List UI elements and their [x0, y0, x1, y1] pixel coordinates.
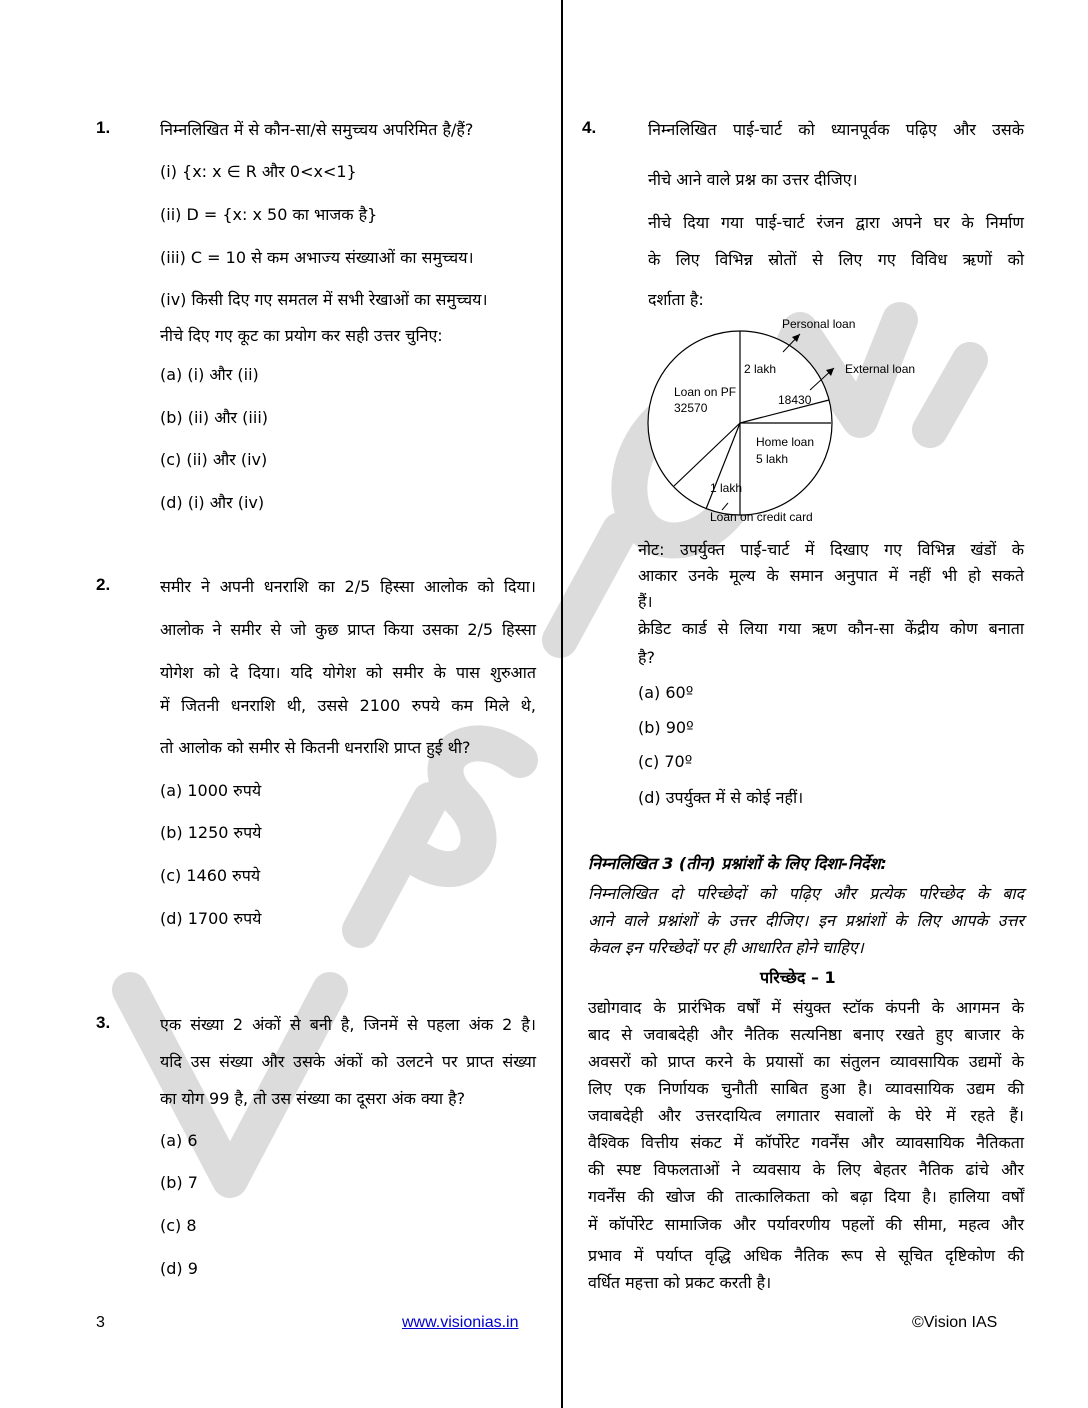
- directions-text: आने वाले प्रश्नांशों के उत्तर दीजिए। इन प्रश्नांशों के लिए आपके उत्तर: [588, 911, 1024, 930]
- question-4-note: आकार उनके मूल्य के समान अनुपात में नहीं भी हो सकते: [638, 566, 1024, 585]
- pie-value-credit-card: 1 lakh: [710, 481, 743, 495]
- passage-line: उद्योगवाद के प्रारंभिक वर्षों में संयुक्त स्टॉक कंपनी के आगमन के: [588, 998, 1024, 1017]
- pie-label-external-loan: External loan: [845, 362, 916, 376]
- question-3-line: यदि उस संख्या और उसके अंकों को उलटने पर प्राप्त संख्या: [160, 1052, 536, 1071]
- passage-line: अवसरों को प्राप्त करने के प्रयासों का संतुलन व्यावसायिक उद्यमों के: [588, 1052, 1024, 1071]
- passage-line: में कॉर्पोरेट सामाजिक और पर्यावरणीय पहलों की सीमा, महत्व और: [588, 1215, 1024, 1234]
- question-4-line: नीचे दिया गया पाई-चार्ट रंजन द्वारा अपने घर के निर्माण: [648, 213, 1024, 232]
- question-1-option-c: (c) (ii) और (iv): [160, 450, 268, 469]
- question-1-option-b: (b) (ii) और (iii): [160, 408, 269, 427]
- pie-label-pf: Loan on PF: [674, 385, 737, 399]
- passage-line: वैश्विक वित्तीय संकट में कॉर्पोरेट गवर्नेंस और व्यावसायिक नैतिकता: [588, 1133, 1024, 1152]
- passage-line: की स्पष्ट विफलताओं ने व्यवसाय के लिए बेहतर नैतिक ढांचे और: [588, 1160, 1024, 1179]
- passage-line: जवाबदेही और उत्तरदायित्व लगातार सवालों के घेरे में रहते हैं।: [588, 1106, 1024, 1125]
- question-2-option-a: (a) 1000 रुपये: [160, 781, 262, 800]
- question-4-option-c: (c) 70º: [638, 752, 693, 771]
- directions-heading: निम्नलिखित 3 (तीन) प्रश्नांशों के लिए दिशा-निर्देश:: [588, 854, 887, 873]
- question-2-option-c: (c) 1460 रुपये: [160, 866, 261, 885]
- website-link-wrap: [402, 1314, 518, 1332]
- question-1-instruction: नीचे दिए गए कूट का प्रयोग कर सही उत्तर चुनिए:: [160, 326, 443, 345]
- question-2-number: 2.: [96, 575, 111, 594]
- question-4-number: 4.: [582, 118, 597, 137]
- question-2-option-d: (d) 1700 रुपये: [160, 909, 262, 928]
- question-3-line: एक संख्या 2 अंकों से बनी है, जिनमें से पहला अंक 2 है।: [160, 1015, 536, 1034]
- question-1-item: (ii) D = {x: x 50 का भाजक है}: [160, 205, 378, 224]
- question-3-line: का योग 99 है, तो उस संख्या का दूसरा अंक क्या है?: [160, 1089, 466, 1108]
- pie-label-personal-loan: Personal loan: [782, 317, 856, 331]
- directions-text: निम्नलिखित दो परिच्छेदों को पढ़िए और प्रत्येक परिच्छेद के बाद: [588, 884, 1024, 903]
- question-3-option-a: (a) 6: [160, 1131, 198, 1150]
- question-1-option-d: (d) (i) और (iv): [160, 493, 265, 512]
- question-4-note: हैं।: [638, 592, 653, 611]
- copyright: ©Vision IAS: [912, 1314, 998, 1331]
- question-4-option-d: (d) उपर्युक्त में से कोई नहीं।: [638, 788, 804, 807]
- question-2-line: में जितनी धनराशि थी, उससे 2100 रुपये कम मिले थे,: [160, 696, 536, 715]
- question-4-option-a: (a) 60º: [638, 683, 694, 702]
- passage-line: बाद से जवाबदेही और नैतिक सत्यनिष्ठा बनाए रखते हुए बाजार के: [588, 1025, 1024, 1044]
- question-4-question: है?: [638, 648, 655, 667]
- pie-label-home-loan: Home loan: [756, 435, 815, 449]
- question-4-line: के लिए विभिन्न स्रोतों से लिए गए विविध ऋणों को: [648, 250, 1024, 269]
- question-1-number: 1.: [96, 118, 111, 137]
- question-1-option-a: (a) (i) और (ii): [160, 365, 259, 384]
- question-4-line: नीचे आने वाले प्रश्न का उत्तर दीजिए।: [648, 170, 858, 189]
- pie-value-external-loan: 18430: [778, 393, 812, 407]
- question-3-option-b: (b) 7: [160, 1173, 198, 1192]
- question-4-line: निम्नलिखित पाई-चार्ट को ध्यानपूर्वक पढ़िए और उसके: [648, 120, 1024, 139]
- pie-value-pf: 32570: [674, 401, 708, 415]
- question-2-line: योगेश को दे दिया। यदि योगेश को समीर के पास शुरुआत: [160, 663, 536, 682]
- question-3-number: 3.: [96, 1013, 111, 1032]
- question-2-line: आलोक ने समीर से जो कुछ प्राप्त किया उसका 2/5 हिस्सा: [160, 620, 536, 639]
- question-4-line: दर्शाता है:: [648, 290, 704, 309]
- question-3-option-d: (d) 9: [160, 1259, 198, 1278]
- pie-label-credit-card: Loan on credit card: [710, 510, 813, 524]
- question-4-note: नोट: उपर्युक्त पाई-चार्ट में दिखाए गए विभिन्न खंडों के: [638, 540, 1024, 559]
- passage-line: प्रभाव में पर्याप्त वृद्धि अधिक नैतिक रूप से सूचित दृष्टिकोण की: [588, 1246, 1024, 1265]
- column-divider: [561, 0, 563, 1408]
- question-1-item: (i) {x: x ∈ R और 0<x<1}: [160, 162, 357, 181]
- question-1-item: (iii) C = 10 से कम अभाज्य संख्याओं का समुच्चय।: [160, 248, 474, 267]
- question-2-line: समीर ने अपनी धनराशि का 2/5 हिस्सा आलोक को दिया।: [160, 577, 536, 596]
- passage-line: वर्धित महत्ता को प्रकट करती है।: [588, 1273, 772, 1292]
- directions-text: केवल इन परिच्छेदों पर ही आधारित होने चाहिए।: [588, 938, 864, 957]
- pie-value-home-loan: 5 lakh: [756, 452, 789, 466]
- question-4-option-b: (b) 90º: [638, 718, 694, 737]
- loan-pie-chart: [640, 310, 930, 530]
- question-2-line: तो आलोक को समीर से कितनी धनराशि प्राप्त हुई थी?: [160, 738, 471, 757]
- passage-line: गवर्नेंस की खोज की तात्कालिकता को बढ़ा दिया है। हालिया वर्षों: [588, 1187, 1024, 1206]
- pie-value-personal-loan: 2 lakh: [744, 362, 777, 376]
- passage-title: परिच्छेद – 1: [760, 968, 836, 987]
- question-2-option-b: (b) 1250 रुपये: [160, 823, 262, 842]
- passage-line: लिए एक निर्णायक चुनौती साबित हुआ है। व्यावसायिक उद्यम की: [588, 1079, 1024, 1098]
- question-1-item: (iv) किसी दिए गए समतल में सभी रेखाओं का समुच्चय।: [160, 290, 488, 309]
- website-link[interactable]: www.visionias.in: [402, 1314, 519, 1331]
- page-number: 3: [96, 1314, 105, 1331]
- question-4-question: क्रेडिट कार्ड से लिया गया ऋण कौन-सा केंद्रीय कोण बनाता: [638, 619, 1024, 638]
- question-1-stem: निम्नलिखित में से कौन-सा/से समुच्चय अपरिमित है/हैं?: [160, 120, 474, 139]
- question-3-option-c: (c) 8: [160, 1216, 197, 1235]
